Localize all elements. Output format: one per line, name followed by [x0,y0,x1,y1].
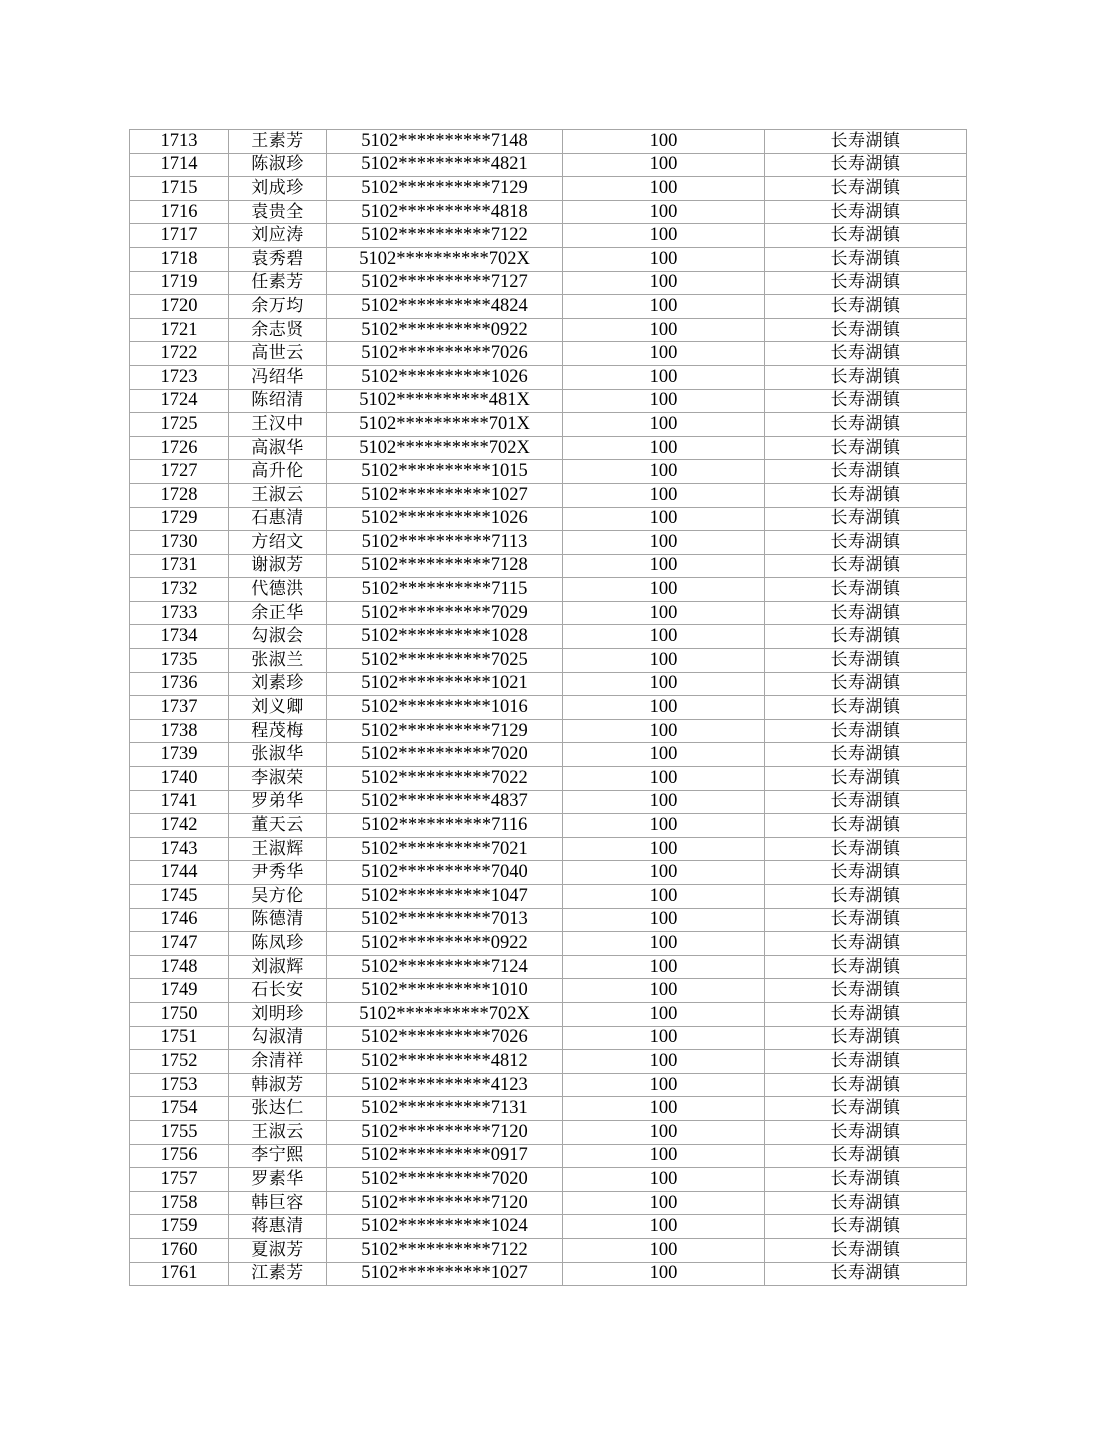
town-cell: 长寿湖镇 [765,224,967,248]
table-row [130,1050,967,1074]
masked-id-number-cell: 5102**********702X [327,436,563,460]
masked-id-number-cell: 5102**********1026 [327,507,563,531]
masked-id-number-cell: 5102**********1024 [327,1215,563,1239]
table-row [130,224,967,248]
town-cell: 长寿湖镇 [765,885,967,909]
table-row [130,578,967,602]
table-row [130,1215,967,1239]
person-name-cell: 陈凤珍 [229,932,327,956]
town-cell: 长寿湖镇 [765,861,967,885]
masked-id-number-cell: 5102**********7122 [327,1238,563,1262]
masked-id-number-cell: 5102**********7131 [327,1097,563,1121]
serial-number-cell: 1723 [130,365,229,389]
amount-cell: 100 [563,908,765,932]
person-name-cell: 高淑华 [229,436,327,460]
amount-cell: 100 [563,1191,765,1215]
amount-cell: 100 [563,1238,765,1262]
amount-cell: 100 [563,507,765,531]
person-name-cell: 石惠清 [229,507,327,531]
person-name-cell: 王淑云 [229,1120,327,1144]
table-row [130,130,967,154]
masked-id-number-cell: 5102**********4818 [327,200,563,224]
serial-number-cell: 1727 [130,460,229,484]
person-name-cell: 李宁熙 [229,1144,327,1168]
serial-number-cell: 1749 [130,979,229,1003]
amount-cell: 100 [563,837,765,861]
serial-number-cell: 1720 [130,295,229,319]
masked-id-number-cell: 5102**********7020 [327,1168,563,1192]
amount-cell: 100 [563,578,765,602]
masked-id-number-cell: 5102**********7120 [327,1191,563,1215]
table-row [130,767,967,791]
person-name-cell: 江素芳 [229,1262,327,1286]
person-name-cell: 刘成珍 [229,177,327,201]
town-cell: 长寿湖镇 [765,1168,967,1192]
serial-number-cell: 1761 [130,1262,229,1286]
serial-number-cell: 1754 [130,1097,229,1121]
masked-id-number-cell: 5102**********481X [327,389,563,413]
amount-cell: 100 [563,696,765,720]
masked-id-number-cell: 5102**********7124 [327,955,563,979]
town-cell: 长寿湖镇 [765,389,967,413]
amount-cell: 100 [563,531,765,555]
serial-number-cell: 1731 [130,554,229,578]
town-cell: 长寿湖镇 [765,696,967,720]
person-name-cell: 张淑华 [229,743,327,767]
town-cell: 长寿湖镇 [765,1097,967,1121]
table-row [130,389,967,413]
masked-id-number-cell: 5102**********7148 [327,130,563,154]
person-name-cell: 吴方伦 [229,885,327,909]
amount-cell: 100 [563,247,765,271]
town-cell: 长寿湖镇 [765,1191,967,1215]
town-cell: 长寿湖镇 [765,483,967,507]
table-row [130,885,967,909]
table-row [130,1002,967,1026]
masked-id-number-cell: 5102**********0922 [327,932,563,956]
serial-number-cell: 1732 [130,578,229,602]
person-name-cell: 韩巨容 [229,1191,327,1215]
town-cell: 长寿湖镇 [765,1144,967,1168]
town-cell: 长寿湖镇 [765,979,967,1003]
serial-number-cell: 1758 [130,1191,229,1215]
masked-id-number-cell: 5102**********7127 [327,271,563,295]
town-cell: 长寿湖镇 [765,649,967,673]
town-cell: 长寿湖镇 [765,460,967,484]
town-cell: 长寿湖镇 [765,1002,967,1026]
amount-cell: 100 [563,554,765,578]
amount-cell: 100 [563,271,765,295]
town-cell: 长寿湖镇 [765,790,967,814]
table-row [130,743,967,767]
masked-id-number-cell: 5102**********1016 [327,696,563,720]
table-row [130,153,967,177]
table-row [130,436,967,460]
amount-cell: 100 [563,814,765,838]
amount-cell: 100 [563,365,765,389]
person-name-cell: 冯绍华 [229,365,327,389]
table-row [130,460,967,484]
amount-cell: 100 [563,790,765,814]
person-name-cell: 王汉中 [229,413,327,437]
roster-table-body [130,130,967,1286]
serial-number-cell: 1713 [130,130,229,154]
masked-id-number-cell: 5102**********7120 [327,1120,563,1144]
table-row [130,1168,967,1192]
masked-id-number-cell: 5102**********7122 [327,224,563,248]
table-row [130,979,967,1003]
masked-id-number-cell: 5102**********1015 [327,460,563,484]
serial-number-cell: 1717 [130,224,229,248]
town-cell: 长寿湖镇 [765,177,967,201]
person-name-cell: 高世云 [229,342,327,366]
amount-cell: 100 [563,601,765,625]
person-name-cell: 程茂梅 [229,719,327,743]
town-cell: 长寿湖镇 [765,318,967,342]
person-name-cell: 王素芳 [229,130,327,154]
amount-cell: 100 [563,932,765,956]
masked-id-number-cell: 5102**********702X [327,247,563,271]
amount-cell: 100 [563,224,765,248]
town-cell: 长寿湖镇 [765,153,967,177]
table-row [130,177,967,201]
table-row [130,531,967,555]
masked-id-number-cell: 5102**********7022 [327,767,563,791]
amount-cell: 100 [563,130,765,154]
person-name-cell: 蒋惠清 [229,1215,327,1239]
town-cell: 长寿湖镇 [765,365,967,389]
person-name-cell: 勾淑会 [229,625,327,649]
table-row [130,625,967,649]
table-row [130,790,967,814]
amount-cell: 100 [563,649,765,673]
masked-id-number-cell: 5102**********0917 [327,1144,563,1168]
town-cell: 长寿湖镇 [765,719,967,743]
town-cell: 长寿湖镇 [765,200,967,224]
table-row [130,837,967,861]
serial-number-cell: 1719 [130,271,229,295]
masked-id-number-cell: 5102**********7029 [327,601,563,625]
amount-cell: 100 [563,1050,765,1074]
town-cell: 长寿湖镇 [765,507,967,531]
masked-id-number-cell: 5102**********4123 [327,1073,563,1097]
person-name-cell: 袁秀碧 [229,247,327,271]
serial-number-cell: 1745 [130,885,229,909]
town-cell: 长寿湖镇 [765,271,967,295]
table-row [130,1073,967,1097]
masked-id-number-cell: 5102**********1021 [327,672,563,696]
masked-id-number-cell: 5102**********1010 [327,979,563,1003]
serial-number-cell: 1752 [130,1050,229,1074]
amount-cell: 100 [563,1073,765,1097]
person-name-cell: 罗弟华 [229,790,327,814]
serial-number-cell: 1730 [130,531,229,555]
serial-number-cell: 1733 [130,601,229,625]
masked-id-number-cell: 5102**********1026 [327,365,563,389]
town-cell: 长寿湖镇 [765,413,967,437]
amount-cell: 100 [563,1262,765,1286]
serial-number-cell: 1734 [130,625,229,649]
amount-cell: 100 [563,483,765,507]
person-name-cell: 谢淑芳 [229,554,327,578]
person-name-cell: 刘明珍 [229,1002,327,1026]
amount-cell: 100 [563,625,765,649]
serial-number-cell: 1760 [130,1238,229,1262]
person-name-cell: 任素芳 [229,271,327,295]
town-cell: 长寿湖镇 [765,625,967,649]
person-name-cell: 代德洪 [229,578,327,602]
table-row [130,696,967,720]
person-name-cell: 余志贤 [229,318,327,342]
masked-id-number-cell: 5102**********702X [327,1002,563,1026]
person-name-cell: 余清祥 [229,1050,327,1074]
table-row [130,247,967,271]
amount-cell: 100 [563,861,765,885]
town-cell: 长寿湖镇 [765,295,967,319]
table-row [130,200,967,224]
serial-number-cell: 1716 [130,200,229,224]
town-cell: 长寿湖镇 [765,1026,967,1050]
person-name-cell: 余万均 [229,295,327,319]
town-cell: 长寿湖镇 [765,342,967,366]
serial-number-cell: 1756 [130,1144,229,1168]
table-row [130,1120,967,1144]
table-row [130,1144,967,1168]
serial-number-cell: 1741 [130,790,229,814]
serial-number-cell: 1737 [130,696,229,720]
table-row [130,1097,967,1121]
amount-cell: 100 [563,318,765,342]
masked-id-number-cell: 5102**********7116 [327,814,563,838]
masked-id-number-cell: 5102**********7129 [327,177,563,201]
town-cell: 长寿湖镇 [765,531,967,555]
serial-number-cell: 1747 [130,932,229,956]
table-row [130,814,967,838]
masked-id-number-cell: 5102**********7026 [327,342,563,366]
amount-cell: 100 [563,460,765,484]
town-cell: 长寿湖镇 [765,767,967,791]
masked-id-number-cell: 5102**********7128 [327,554,563,578]
person-name-cell: 陈淑珍 [229,153,327,177]
table-row [130,601,967,625]
table-row [130,342,967,366]
amount-cell: 100 [563,955,765,979]
masked-id-number-cell: 5102**********4812 [327,1050,563,1074]
serial-number-cell: 1729 [130,507,229,531]
serial-number-cell: 1739 [130,743,229,767]
person-name-cell: 刘应涛 [229,224,327,248]
person-name-cell: 王淑辉 [229,837,327,861]
amount-cell: 100 [563,413,765,437]
table-row [130,271,967,295]
amount-cell: 100 [563,743,765,767]
masked-id-number-cell: 5102**********7113 [327,531,563,555]
person-name-cell: 张达仁 [229,1097,327,1121]
masked-id-number-cell: 5102**********7025 [327,649,563,673]
amount-cell: 100 [563,295,765,319]
serial-number-cell: 1759 [130,1215,229,1239]
masked-id-number-cell: 5102**********7129 [327,719,563,743]
serial-number-cell: 1744 [130,861,229,885]
person-name-cell: 勾淑清 [229,1026,327,1050]
amount-cell: 100 [563,200,765,224]
serial-number-cell: 1735 [130,649,229,673]
masked-id-number-cell: 5102**********701X [327,413,563,437]
table-row [130,1191,967,1215]
serial-number-cell: 1753 [130,1073,229,1097]
serial-number-cell: 1715 [130,177,229,201]
town-cell: 长寿湖镇 [765,130,967,154]
amount-cell: 100 [563,1120,765,1144]
serial-number-cell: 1718 [130,247,229,271]
serial-number-cell: 1714 [130,153,229,177]
serial-number-cell: 1743 [130,837,229,861]
masked-id-number-cell: 5102**********7013 [327,908,563,932]
person-name-cell: 李淑荣 [229,767,327,791]
amount-cell: 100 [563,389,765,413]
town-cell: 长寿湖镇 [765,554,967,578]
masked-id-number-cell: 5102**********4837 [327,790,563,814]
town-cell: 长寿湖镇 [765,672,967,696]
serial-number-cell: 1740 [130,767,229,791]
serial-number-cell: 1742 [130,814,229,838]
masked-id-number-cell: 5102**********4824 [327,295,563,319]
masked-id-number-cell: 5102**********7040 [327,861,563,885]
town-cell: 长寿湖镇 [765,578,967,602]
town-cell: 长寿湖镇 [765,1120,967,1144]
town-cell: 长寿湖镇 [765,1050,967,1074]
amount-cell: 100 [563,1215,765,1239]
table-row [130,295,967,319]
town-cell: 长寿湖镇 [765,908,967,932]
masked-id-number-cell: 5102**********1028 [327,625,563,649]
table-row [130,908,967,932]
town-cell: 长寿湖镇 [765,1262,967,1286]
masked-id-number-cell: 5102**********0922 [327,318,563,342]
table-row [130,1026,967,1050]
masked-id-number-cell: 5102**********7021 [327,837,563,861]
amount-cell: 100 [563,177,765,201]
town-cell: 长寿湖镇 [765,1073,967,1097]
serial-number-cell: 1757 [130,1168,229,1192]
town-cell: 长寿湖镇 [765,1238,967,1262]
table-row [130,413,967,437]
table-row [130,649,967,673]
amount-cell: 100 [563,1002,765,1026]
person-name-cell: 方绍文 [229,531,327,555]
serial-number-cell: 1736 [130,672,229,696]
masked-id-number-cell: 5102**********1027 [327,1262,563,1286]
amount-cell: 100 [563,885,765,909]
amount-cell: 100 [563,342,765,366]
town-cell: 长寿湖镇 [765,436,967,460]
roster-table [129,129,967,1286]
person-name-cell: 夏淑芳 [229,1238,327,1262]
serial-number-cell: 1750 [130,1002,229,1026]
person-name-cell: 王淑云 [229,483,327,507]
person-name-cell: 韩淑芳 [229,1073,327,1097]
person-name-cell: 董天云 [229,814,327,838]
town-cell: 长寿湖镇 [765,743,967,767]
table-row [130,932,967,956]
serial-number-cell: 1748 [130,955,229,979]
amount-cell: 100 [563,767,765,791]
table-row [130,483,967,507]
person-name-cell: 刘义卿 [229,696,327,720]
person-name-cell: 高升伦 [229,460,327,484]
serial-number-cell: 1724 [130,389,229,413]
table-row [130,955,967,979]
serial-number-cell: 1721 [130,318,229,342]
masked-id-number-cell: 5102**********7026 [327,1026,563,1050]
amount-cell: 100 [563,1144,765,1168]
masked-id-number-cell: 5102**********1027 [327,483,563,507]
person-name-cell: 刘素珍 [229,672,327,696]
amount-cell: 100 [563,979,765,1003]
person-name-cell: 陈德清 [229,908,327,932]
amount-cell: 100 [563,719,765,743]
masked-id-number-cell: 5102**********7020 [327,743,563,767]
masked-id-number-cell: 5102**********4821 [327,153,563,177]
masked-id-number-cell: 5102**********7115 [327,578,563,602]
table-row [130,672,967,696]
table-row [130,861,967,885]
amount-cell: 100 [563,1097,765,1121]
person-name-cell: 张淑兰 [229,649,327,673]
amount-cell: 100 [563,1026,765,1050]
town-cell: 长寿湖镇 [765,837,967,861]
person-name-cell: 刘淑辉 [229,955,327,979]
person-name-cell: 石长安 [229,979,327,1003]
serial-number-cell: 1726 [130,436,229,460]
serial-number-cell: 1751 [130,1026,229,1050]
serial-number-cell: 1725 [130,413,229,437]
table-row [130,365,967,389]
town-cell: 长寿湖镇 [765,955,967,979]
serial-number-cell: 1722 [130,342,229,366]
amount-cell: 100 [563,1168,765,1192]
serial-number-cell: 1746 [130,908,229,932]
town-cell: 长寿湖镇 [765,601,967,625]
table-row [130,554,967,578]
serial-number-cell: 1755 [130,1120,229,1144]
amount-cell: 100 [563,436,765,460]
amount-cell: 100 [563,153,765,177]
table-row [130,719,967,743]
town-cell: 长寿湖镇 [765,1215,967,1239]
masked-id-number-cell: 5102**********1047 [327,885,563,909]
person-name-cell: 罗素华 [229,1168,327,1192]
person-name-cell: 袁贵全 [229,200,327,224]
town-cell: 长寿湖镇 [765,932,967,956]
town-cell: 长寿湖镇 [765,247,967,271]
person-name-cell: 余正华 [229,601,327,625]
person-name-cell: 尹秀华 [229,861,327,885]
table-row [130,1238,967,1262]
serial-number-cell: 1728 [130,483,229,507]
town-cell: 长寿湖镇 [765,814,967,838]
table-row [130,318,967,342]
serial-number-cell: 1738 [130,719,229,743]
person-name-cell: 陈绍清 [229,389,327,413]
table-row [130,1262,967,1286]
amount-cell: 100 [563,672,765,696]
table-row [130,507,967,531]
